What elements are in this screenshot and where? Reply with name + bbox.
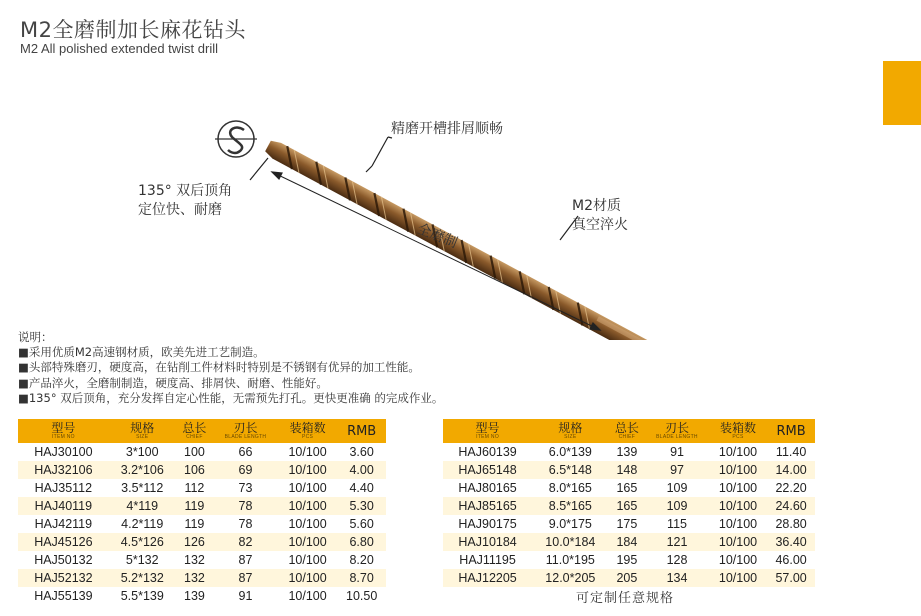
table-row: [443, 443, 815, 461]
table-cell: 8.70: [337, 569, 386, 587]
table-cell: 10/100: [288, 553, 327, 567]
column-header-en: SIZE: [564, 433, 577, 440]
table-cell: 10.0*184: [532, 533, 608, 551]
table-cell: 10/100: [288, 517, 327, 531]
description-point: ■135° 双后顶角，充分发挥自定心性能，无需预先打孔。更快更准确 的完成作业。: [18, 390, 444, 405]
table-cell: HAJ55139: [34, 589, 93, 603]
table-cell: 5*132: [125, 553, 159, 567]
table-cell: 3.2*106: [109, 461, 176, 479]
table-row: [443, 479, 815, 497]
table-cell: 10/100: [278, 569, 337, 587]
table-cell: 139: [616, 445, 638, 459]
table-cell: 10/100: [718, 553, 758, 567]
table-row: [443, 569, 815, 587]
table-cell: 175: [616, 517, 638, 531]
table-cell: HAJ90175: [458, 517, 517, 531]
table-cell: 148: [609, 461, 646, 479]
table-cell: HAJ80165: [458, 481, 517, 495]
table-row: [18, 443, 386, 461]
column-header: [18, 419, 109, 443]
table-row: [443, 461, 815, 479]
column-header-en: PCS: [302, 433, 314, 440]
table-cell: 10/100: [288, 589, 327, 603]
table-cell: 10.50: [346, 589, 378, 603]
table-cell: HAJ11195: [459, 553, 516, 567]
table-cell: 12.0*205: [532, 569, 608, 587]
table-cell: HAJ12205: [443, 569, 532, 587]
table-cell: HAJ65148: [443, 461, 532, 479]
table-cell: 184: [609, 533, 646, 551]
column-header-en: CHIEF: [618, 433, 636, 440]
table-cell: 6.5*148: [532, 461, 608, 479]
column-header-en: CHIEF: [186, 433, 203, 440]
column-header-en: ITEM NO: [476, 433, 500, 440]
table-row: [443, 497, 815, 515]
table-cell: HAJ45126: [18, 533, 109, 551]
table-cell: 11.0*195: [545, 553, 595, 567]
drill-body: [264, 138, 778, 340]
column-header-en: BLADE LENGTH: [224, 433, 267, 440]
table-cell: 10/100: [718, 517, 758, 531]
table-row: [443, 551, 815, 569]
column-header-zh: 规格: [558, 420, 583, 435]
table-cell: HAJ35112: [34, 481, 93, 495]
table-cell: 119: [184, 517, 205, 531]
table-cell: 165: [616, 481, 638, 495]
description-point: ■产品淬火，全磨制制造，硬度高、排屑快、耐磨、性能好。: [18, 375, 328, 390]
table-cell: 73: [238, 481, 253, 495]
table-cell: 11.40: [775, 445, 807, 459]
column-header-zh: 型号: [475, 420, 500, 435]
column-header: [443, 419, 532, 443]
table-cell: 4.5*126: [109, 533, 176, 551]
column-header-en: PCS: [732, 433, 744, 440]
description-point: ■头部特殊磨刃，硬度高，在钻削工件材料时特别是不锈钢有优异的加工性能。: [18, 360, 420, 375]
column-header: [532, 419, 608, 443]
column-header-en: SIZE: [136, 433, 149, 440]
table-cell: 126: [176, 533, 213, 551]
table-cell: 8.5*165: [532, 497, 608, 515]
column-header-zh: 装箱数: [289, 420, 326, 435]
table-cell: 109: [645, 497, 709, 515]
table-cell: HAJ60139: [458, 445, 517, 459]
description-block: [18, 330, 443, 406]
column-header-zh: 总长: [182, 420, 207, 435]
column-header: RMB: [337, 419, 386, 443]
page-title: M2全磨制加长麻花钻头: [20, 18, 246, 42]
table-cell: 10/100: [288, 445, 327, 459]
column-header-en: BLADE LENGTH: [656, 433, 698, 440]
table-cell: 10/100: [278, 533, 337, 551]
table-cell: 10/100: [278, 497, 337, 515]
table-cell: 6.80: [337, 533, 386, 551]
table-cell: 100: [184, 445, 205, 459]
table-cell: 10/100: [709, 533, 767, 551]
custom-spec-note: 可定制任意规格: [576, 591, 675, 606]
table-cell: 5.60: [349, 517, 374, 531]
callout-polished: 全磨制: [414, 220, 460, 252]
table-cell: 10/100: [718, 445, 758, 459]
column-header: [278, 419, 337, 443]
table-cell: 132: [176, 569, 213, 587]
table-cell: 78: [213, 497, 278, 515]
table-cell: 115: [667, 517, 687, 531]
callout-material-line1: M2材质: [572, 198, 621, 214]
table-row: [18, 461, 386, 479]
table-cell: HAJ85165: [443, 497, 532, 515]
column-header-zh: 规格: [130, 420, 155, 435]
spec-table-left: [18, 419, 386, 605]
table-cell: 195: [616, 553, 638, 567]
table-row: [18, 587, 386, 605]
table-cell: HAJ30100: [34, 445, 93, 459]
table-cell: 128: [666, 553, 688, 567]
column-header-zh: 总长: [614, 420, 639, 435]
table-cell: 97: [645, 461, 709, 479]
table-cell: HAJ52132: [18, 569, 109, 587]
table-row: [18, 479, 386, 497]
table-cell: 112: [184, 481, 205, 495]
table-cell: 28.80: [775, 517, 807, 531]
table-cell: 10/100: [709, 461, 767, 479]
page-subtitle: M2 All polished extended twist drill: [20, 41, 218, 56]
table-cell: 10/100: [718, 481, 758, 495]
table-cell: 22.20: [775, 481, 807, 495]
table-cell: 87: [213, 569, 278, 587]
column-header: RMB: [767, 419, 815, 443]
table-cell: 10/100: [709, 569, 767, 587]
callout-groove: 精磨开槽排屑顺畅: [391, 121, 503, 137]
table-cell: 119: [176, 497, 213, 515]
column-header-zh: 型号: [51, 420, 76, 435]
table-cell: 165: [609, 497, 646, 515]
table-cell: 87: [238, 553, 253, 567]
table-row: [443, 533, 815, 551]
table-cell: 8.0*165: [548, 481, 592, 495]
table-cell: 4.2*119: [121, 517, 164, 531]
table-cell: 109: [666, 481, 688, 495]
description-heading: 说明：: [18, 330, 53, 344]
table-cell: 4.40: [349, 481, 374, 495]
table-cell: 4.00: [337, 461, 386, 479]
callout-material-line2: 真空淬火: [572, 217, 628, 233]
table-cell: 8.20: [349, 553, 374, 567]
table-cell: 6.0*139: [548, 445, 592, 459]
column-header-zh: 装箱数: [720, 420, 757, 435]
table-cell: 10/100: [278, 461, 337, 479]
column-header-zh: 刃长: [665, 420, 690, 435]
table-cell: 5.2*132: [109, 569, 176, 587]
logo-icon: [215, 121, 257, 157]
table-cell: 24.60: [767, 497, 815, 515]
column-header: [609, 419, 646, 443]
column-header: [645, 419, 709, 443]
table-cell: 5.5*139: [120, 589, 164, 603]
table-cell: 46.00: [775, 553, 807, 567]
table-cell: HAJ40119: [18, 497, 109, 515]
table-cell: 57.00: [767, 569, 815, 587]
table-cell: 91: [238, 589, 253, 603]
table-row: [18, 497, 386, 515]
table-cell: 4*119: [109, 497, 176, 515]
table-cell: 132: [184, 553, 205, 567]
table-cell: 69: [213, 461, 278, 479]
table-row: [18, 515, 386, 533]
table-cell: 10/100: [288, 481, 327, 495]
table-cell: 121: [645, 533, 709, 551]
table-cell: 3*100: [125, 445, 159, 459]
spec-table-right: [443, 419, 815, 587]
table-cell: 5.30: [337, 497, 386, 515]
table-row: [18, 551, 386, 569]
column-header: [709, 419, 767, 443]
table-header-row: [443, 419, 815, 443]
table-cell: 82: [213, 533, 278, 551]
table-row: [18, 569, 386, 587]
table-header-row: [18, 419, 386, 443]
column-header: [176, 419, 213, 443]
table-cell: HAJ32106: [18, 461, 109, 479]
column-header-en: ITEM NO: [51, 433, 75, 440]
table-cell: 3.5*112: [121, 481, 164, 495]
table-cell: 205: [609, 569, 646, 587]
column-header: [109, 419, 176, 443]
table-cell: 139: [184, 589, 205, 603]
table-cell: 106: [176, 461, 213, 479]
table-cell: HAJ42119: [34, 517, 93, 531]
callout-angle-line1: 135° 双后顶角: [138, 183, 233, 199]
callout-material: [572, 197, 628, 235]
table-cell: HAJ50132: [34, 553, 93, 567]
table-cell: 78: [238, 517, 253, 531]
table-cell: 134: [645, 569, 709, 587]
table-row: [18, 533, 386, 551]
table-cell: 66: [238, 445, 253, 459]
callout-angle: [138, 182, 232, 220]
column-header: [213, 419, 278, 443]
table-row: [443, 515, 815, 533]
table-cell: HAJ10184: [443, 533, 532, 551]
column-header-zh: 刃长: [233, 420, 258, 435]
table-cell: 14.00: [767, 461, 815, 479]
description-point: ■采用优质M2高速钢材质，欧美先进工艺制造。: [18, 345, 265, 360]
table-cell: 9.0*175: [548, 517, 592, 531]
table-cell: 36.40: [767, 533, 815, 551]
callout-angle-line2: 定位快、耐磨: [138, 202, 222, 218]
table-cell: 3.60: [349, 445, 374, 459]
table-cell: 10/100: [709, 497, 767, 515]
table-cell: 91: [670, 445, 684, 459]
